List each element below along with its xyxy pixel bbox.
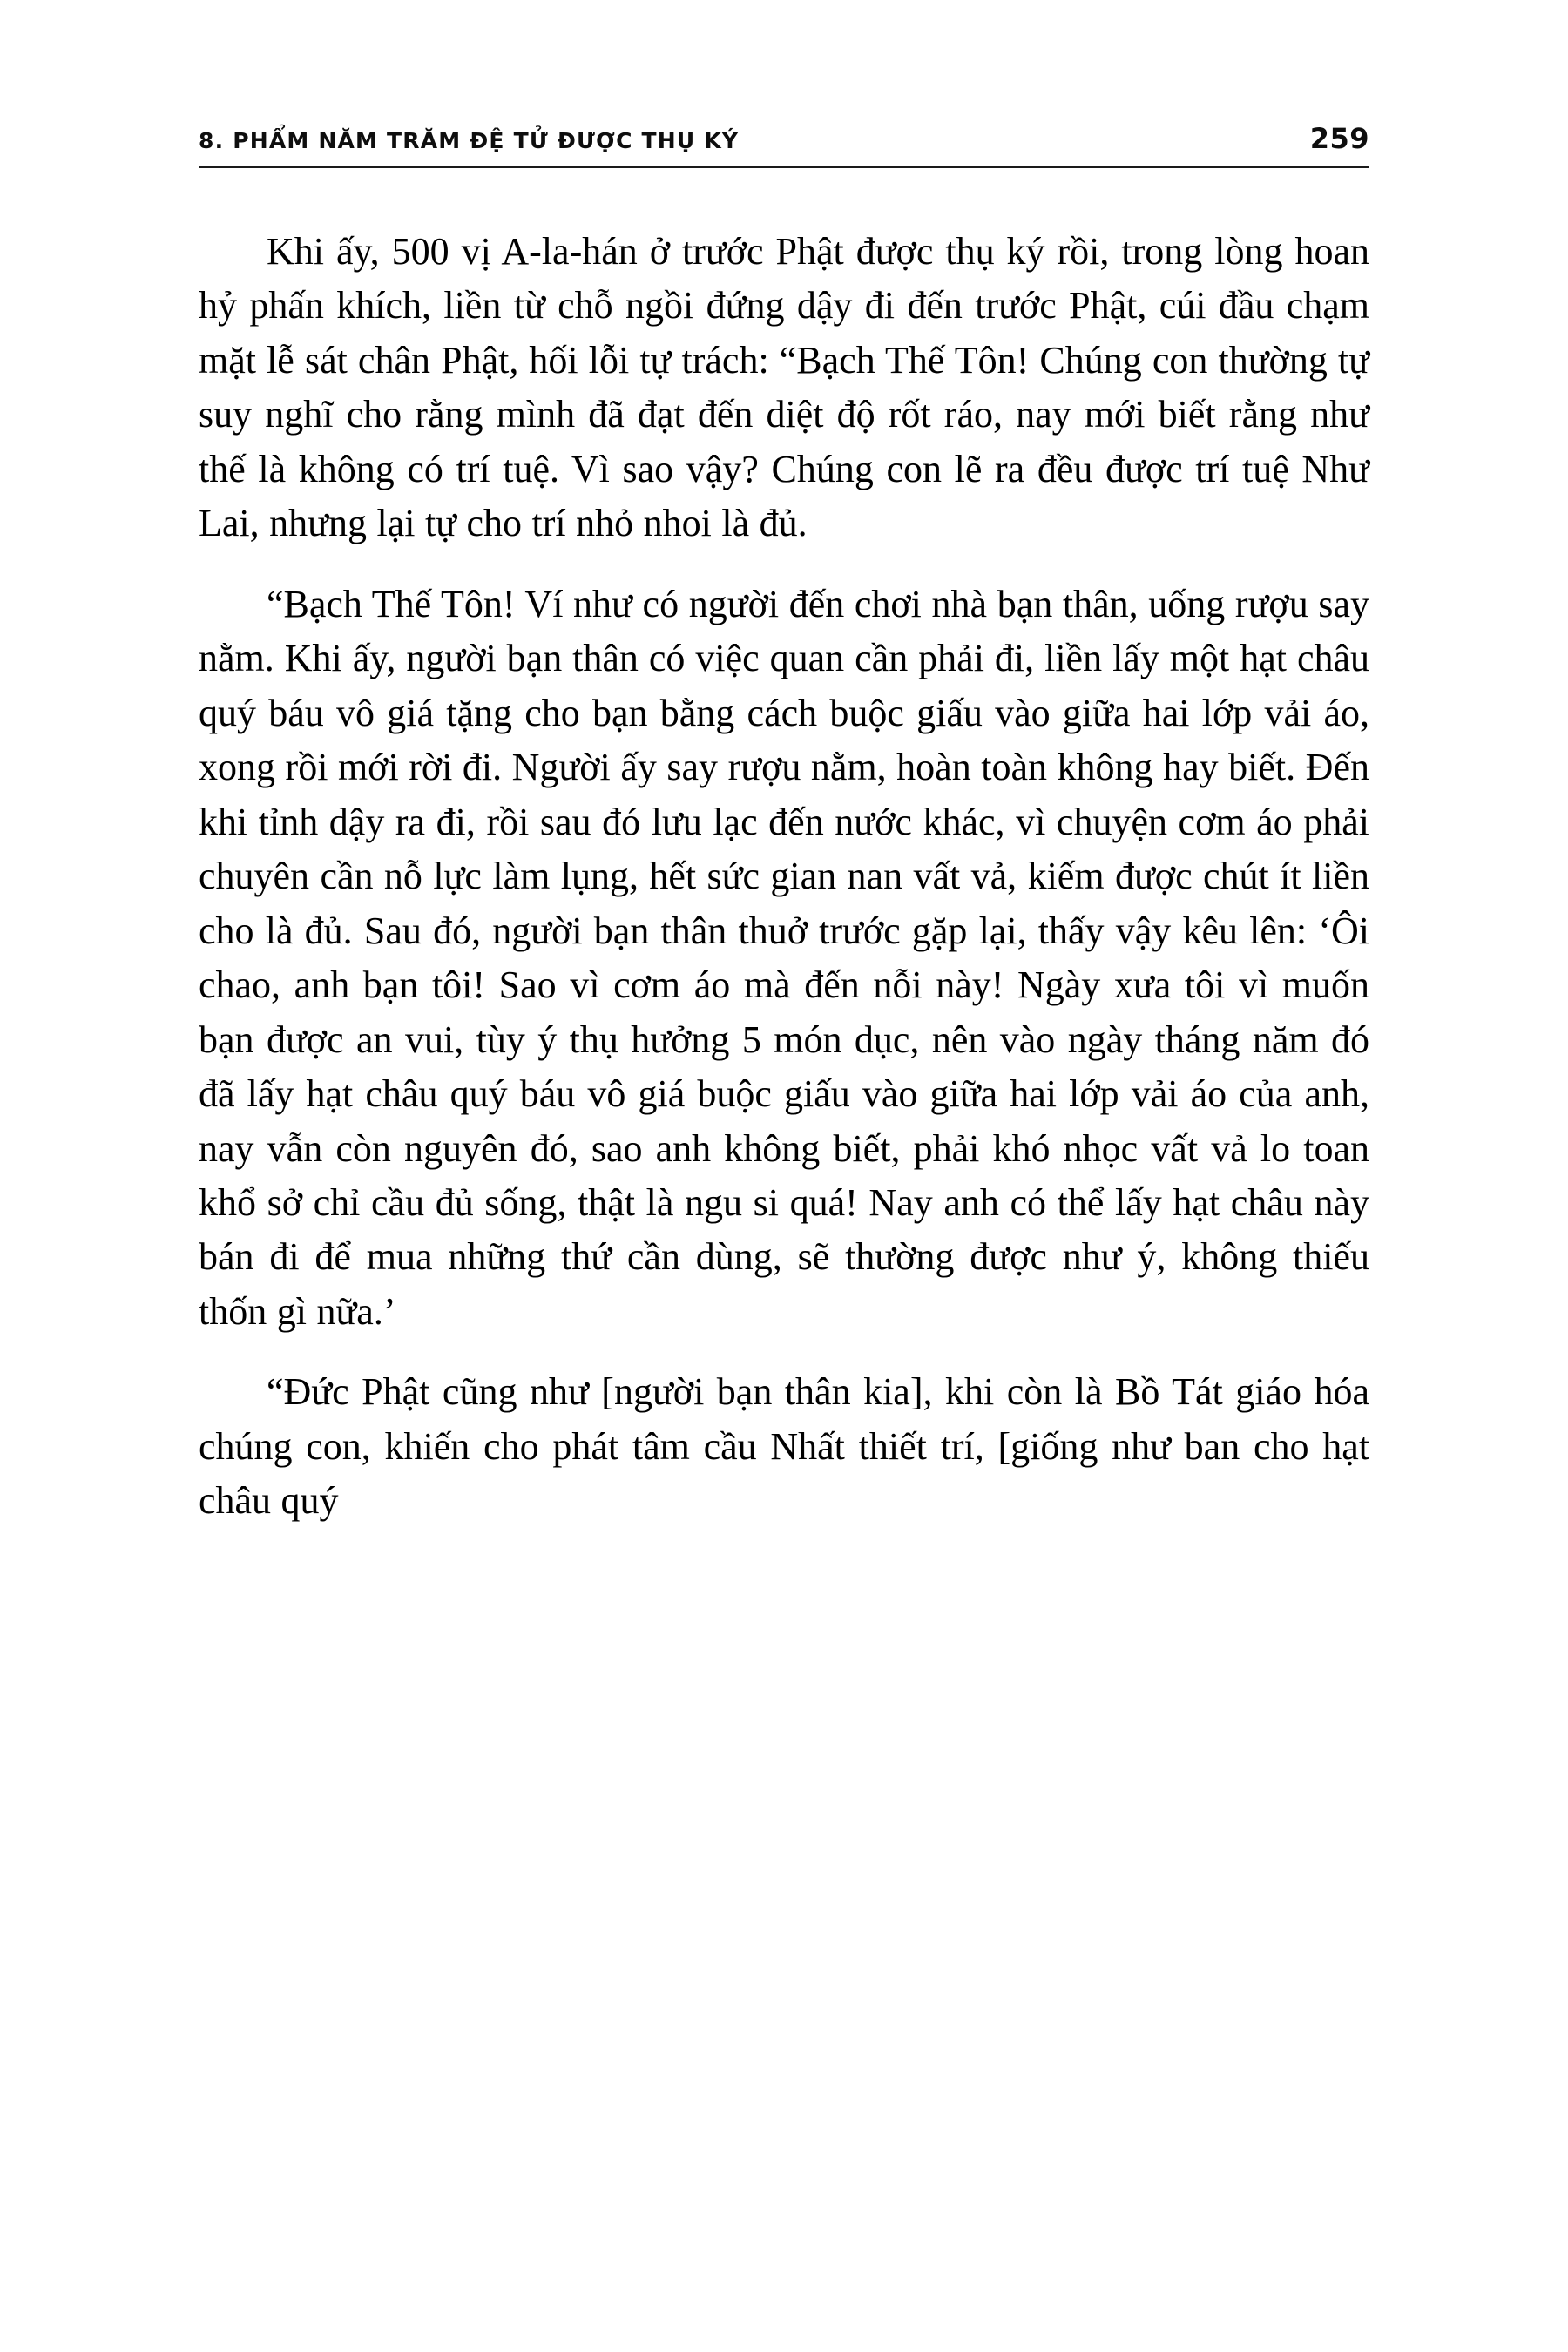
body-paragraph: Khi ấy, 500 vị A-la-hán ở trước Phật được thụ ký rồi, trong lòng hoan hỷ phấn khích, liền từ chỗ ngồi đứng dậy đi đến trước Phật, cúi đầu chạm mặt lễ sát chân Phật, hối lỗi tự trách: “Bạch Thế Tôn! Chúng con thường tự suy nghĩ cho rằng mình đã đạt đến diệt độ rốt ráo, nay mới biết rằng như thế là không có trí tuệ. Vì sao vậy? Chúng con lẽ ra đều được trí tuệ Như Lai, nhưng lại tự cho trí nhỏ nhoi là đủ.: [199, 230, 1369, 545]
page-body: [199, 225, 1369, 1529]
body-paragraph: “Đức Phật cũng như [người bạn thân kia], khi còn là Bồ Tát giáo hóa chúng con, khiến cho phát tâm cầu Nhất thiết trí, [giống như ban cho hạt châu quý: [199, 1370, 1369, 1523]
header-divider: [199, 166, 1369, 168]
page-header: [199, 122, 1369, 155]
running-title: 8. PHẨM NĂM TRĂM ĐỆ TỬ ĐƯỢC THỤ KÝ: [199, 128, 740, 153]
body-paragraph: “Bạch Thế Tôn! Ví như có người đến chơi nhà bạn thân, uống rượu say nằm. Khi ấy, người bạn thân có việc quan cần phải đi, liền lấy một hạt châu quý báu vô giá tặng cho bạn bằng cách buộc giấu vào giữa hai lớp vải áo, xong rồi mới rời đi. Người ấy say rượu nằm, hoàn toàn không hay biết. Đến khi tỉnh dậy ra đi, rồi sau đó lưu lạc đến nước khác, vì chuyện cơm áo phải chuyên cần nỗ lực làm lụng, hết sức gian nan vất vả, kiếm được chút ít liền cho là đủ. Sau đó, người bạn thân thuở trước gặp lại, thấy vậy kêu lên: ‘Ôi chao, anh bạn tôi! Sao vì cơm áo mà đến nỗi này! Ngày xưa tôi vì muốn bạn được an vui, tùy ý thụ hưởng 5 món dục, nên vào ngày tháng năm đó đã lấy hạt châu quý báu vô giá buộc giấu vào giữa hai lớp vải áo của anh, nay vẫn còn nguyên đó, sao anh không biết, phải khó nhọc vất vả lo toan khổ sở chỉ cầu đủ sống, thật là ngu si quá! Nay anh có thể lấy hạt châu này bán đi để mua những thứ cần dùng, sẽ thường được như ý, không thiếu thốn gì nữa.’: [199, 582, 1369, 1333]
page-number: 259: [1309, 122, 1369, 155]
